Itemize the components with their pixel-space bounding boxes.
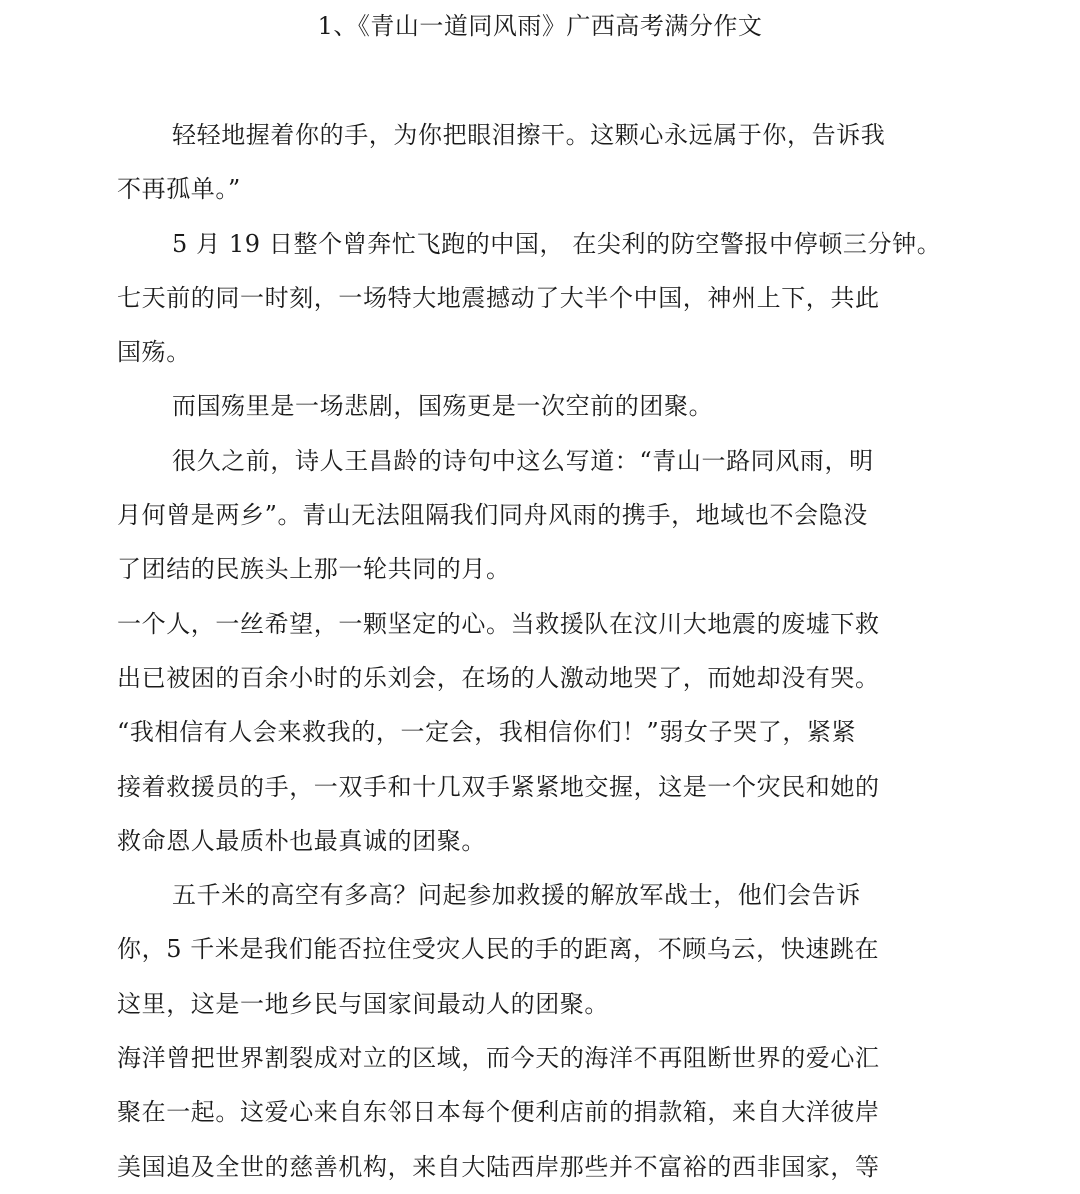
text-line: 聚在一起。这爱心来自东邻日本每个便利店前的捐款箱，来自大洋彼岸	[117, 1098, 880, 1127]
text-line: 月何曾是两乡”。青山无法阻隔我们同舟风雨的携手，地域也不会隐没	[117, 501, 868, 530]
text-line: 这里，这是一地乡民与国家间最动人的团聚。	[117, 989, 609, 1018]
text-line: 海洋曾把世界割裂成对立的区域，而今天的海洋不再阻断世界的爱心汇	[117, 1044, 880, 1073]
document-title: 1、《青山一道同风雨》广西高考满分作文	[317, 12, 763, 40]
text-line: 很久之前，诗人王昌龄的诗句中这么写道：“青山一路同风雨，明	[172, 446, 874, 475]
text-line: 救命恩人最质朴也最真诚的团聚。	[117, 826, 486, 855]
text-line: 不再孤单。”	[117, 175, 241, 204]
text-line: 出已被困的百余小时的乐刘会，在场的人激动地哭了，而她却没有哭。	[117, 663, 880, 692]
text-line: 五千米的高空有多高？问起参加救援的解放军战士，他们会告诉	[172, 881, 861, 910]
text-line: 接着救援员的手，一双手和十几双手紧紧地交握，这是一个灾民和她的	[117, 772, 880, 801]
text-line: 了团结的民族头上那一轮共同的月。	[117, 555, 511, 584]
text-line: 国殇。	[117, 338, 191, 367]
text-line: 美国追及全世的慈善机构，来自大陆西岸那些并不富裕的西非国家，等	[117, 1152, 880, 1181]
essay-body	[117, 108, 942, 1194]
text-line: 5 月 19 日整个曾奔忙飞跑的中国， 在尖利的防空警报中停顿三分钟。	[172, 229, 942, 258]
text-line: 七天前的同一时刻，一场特大地震撼动了大半个中国，神州上下，共此	[117, 283, 880, 312]
text-line: “我相信有人会来救我的，一定会，我相信你们！”弱女子哭了，紧紧	[117, 718, 857, 747]
text-line: 你，5 千米是我们能否拉住受灾人民的手的距离，不顾乌云，快速跳在	[117, 935, 880, 964]
text-line: 而国殇里是一场悲剧，国殇更是一次空前的团聚。	[172, 392, 714, 421]
text-line: 轻轻地握着你的手，为你把眼泪擦干。这颗心永远属于你，告诉我	[172, 121, 886, 149]
text-line: 一个人，一丝希望，一颗坚定的心。当救援队在汶川大地震的废墟下救	[117, 609, 880, 638]
